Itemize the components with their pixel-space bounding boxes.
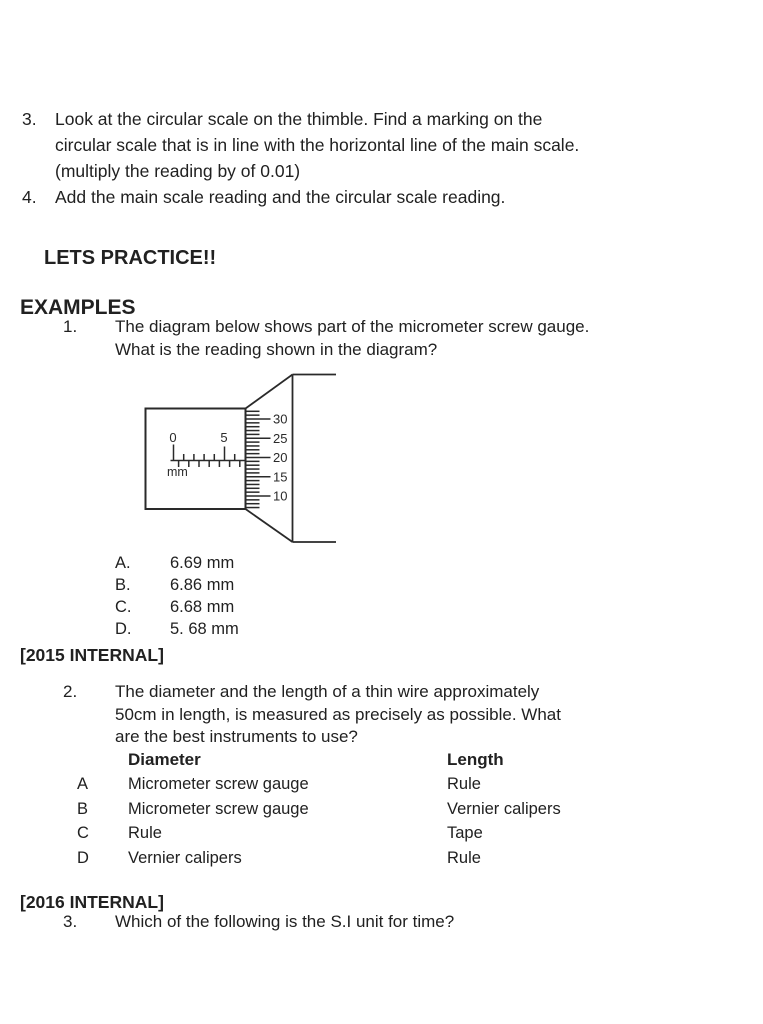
cell-letter: B: [77, 799, 89, 818]
instrument-table: [77, 772, 561, 871]
option-letter: C.: [115, 598, 132, 616]
cell-diameter: Micrometer screw gauge: [128, 775, 309, 793]
source-tag-2016: [2016 INTERNAL]: [20, 892, 164, 912]
main-scale-sleeve: [146, 409, 246, 510]
instruction-item-4: [22, 184, 505, 210]
item-number: 4.: [22, 187, 37, 207]
instruction-item-3: [22, 106, 579, 184]
cell-diameter: Vernier calipers: [128, 849, 242, 868]
answer-options-q1: [115, 552, 239, 640]
text-line: (multiply the reading by of 0.01): [55, 161, 301, 181]
option-letter: B.: [115, 576, 131, 594]
cell-length: Vernier calipers: [447, 799, 561, 818]
instrument-table-header: [128, 750, 504, 770]
question-text: [115, 911, 454, 934]
main-scale: [171, 445, 246, 468]
table-row-d: [77, 846, 561, 871]
option-row-b: [115, 574, 239, 596]
cell-diameter: Rule: [128, 824, 162, 843]
option-value: 6.68 mm: [170, 598, 235, 616]
table-header-diameter: Diameter: [128, 750, 201, 769]
cell-letter: A: [77, 775, 89, 793]
practice-heading: LETS PRACTICE!!: [44, 247, 217, 269]
thimble-label-10: 10: [273, 488, 288, 504]
option-row-d: [115, 618, 239, 640]
option-letter: D.: [115, 620, 132, 638]
thimble-label-15: 15: [273, 469, 288, 485]
cell-diameter: Micrometer screw gauge: [128, 799, 309, 818]
text-line: The diameter and the length of a thin wire approximately: [115, 682, 540, 701]
table-row-b: [77, 797, 561, 822]
micrometer-diagram: [140, 365, 380, 555]
question-2: [63, 681, 561, 749]
text-line: Look at the circular scale on the thimble. Find a marking on the: [55, 109, 543, 129]
cell-letter: D: [77, 849, 89, 868]
thimble-label-25: 25: [273, 430, 288, 446]
text-line: are the best instruments to use?: [115, 727, 358, 746]
examples-heading: EXAMPLES: [20, 296, 136, 319]
text-line: What is the reading shown in the diagram?: [115, 339, 438, 359]
source-tag-2015: [2015 INTERNAL]: [20, 645, 164, 665]
cell-letter: C: [77, 824, 89, 843]
table-row-a: [77, 772, 561, 797]
option-value: 5. 68 mm: [170, 620, 239, 638]
cell-length: Rule: [447, 775, 481, 793]
option-letter: A.: [115, 554, 131, 572]
question-number: 2.: [63, 682, 78, 701]
thimble-label-30: 30: [273, 411, 288, 427]
question-3: [63, 911, 454, 934]
question-text: [115, 681, 561, 749]
option-row-c: [115, 596, 239, 618]
question-1: [63, 316, 589, 361]
question-text: [115, 316, 589, 361]
text-line: Add the main scale reading and the circular scale reading.: [55, 187, 506, 207]
option-row-a: [115, 552, 239, 574]
thimble-scale-ticks: [246, 411, 271, 507]
item-number: 3.: [22, 109, 37, 129]
text-line: The diagram below shows part of the micrometer screw gauge.: [115, 317, 590, 336]
item-text: [55, 106, 579, 184]
text-line: circular scale that is in line with the horizontal line of the main scale.: [55, 135, 580, 155]
item-text: [55, 184, 505, 210]
question-number: 3.: [63, 912, 78, 931]
cell-length: Tape: [447, 824, 483, 843]
option-value: 6.86 mm: [170, 576, 235, 594]
table-row-c: [77, 821, 561, 846]
main-scale-label-0: 0: [169, 430, 177, 445]
text-line: 50cm in length, is measured as precisely as possible. What: [115, 704, 561, 724]
question-number: 1.: [63, 317, 78, 336]
option-value: 6.69 mm: [170, 554, 235, 572]
main-scale-label-5: 5: [220, 430, 228, 445]
cell-length: Rule: [447, 849, 481, 868]
table-header-length: Length: [447, 750, 504, 769]
thimble-label-20: 20: [273, 450, 288, 465]
main-scale-unit-label: mm: [167, 465, 188, 479]
text-line: Which of the following is the S.I unit for time?: [115, 912, 455, 931]
